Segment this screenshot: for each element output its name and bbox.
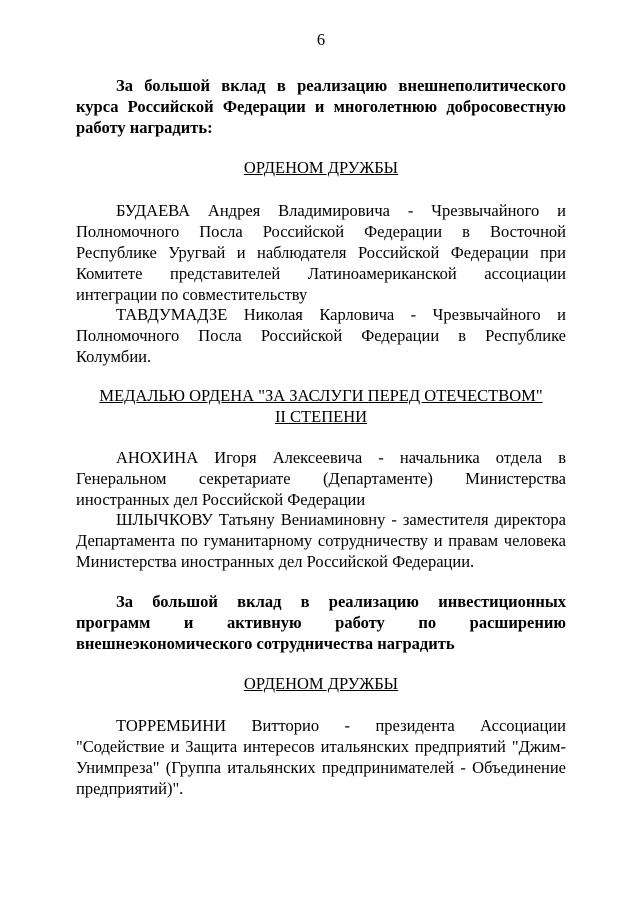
award2-heading-line1: МЕДАЛЬЮ ОРДЕНА "ЗА ЗАСЛУГИ ПЕРЕД ОТЕЧЕСТВОМ" bbox=[99, 386, 543, 405]
award2-recipient-2: ШЛЫЧКОВУ Татьяну Вениаминовну - заместителя директора Департамента по гуманитарному сотрудничеству и правам человека Министерства иностранных дел Российской Федерации. bbox=[76, 510, 566, 571]
section2-award-heading: ОРДЕНОМ ДРУЖБЫ bbox=[243, 674, 399, 693]
section2-recipient-1: ТОРРЕМБИНИ Витторио - президента Ассоциации "Содействие и Защита интересов итальянских предприятий "Джим-Унимпреза" (Группа итальянских предпринимателей - Объединение предприятий)". bbox=[76, 716, 566, 798]
award1-heading: ОРДЕНОМ ДРУЖБЫ bbox=[243, 158, 399, 177]
page-number: 6 bbox=[316, 30, 326, 49]
section1-intro: За большой вклад в реализацию внешнеполитического курса Российской Федерации и многолетнюю добросовестную работу наградить: bbox=[76, 76, 566, 137]
award2-recipient-1: АНОХИНА Игоря Алексеевича - начальника отдела в Генеральном секретариате (Департаменте) Министерства иностранных дел Российской Федерации bbox=[76, 448, 566, 509]
award1-recipient-2: ТАВДУМАДЗЕ Николая Карловича - Чрезвычайного и Полномочного Посла Российской Федерации в Республике Колумбии. bbox=[76, 305, 566, 366]
section2-intro: За большой вклад в реализацию инвестиционных программ и активную работу по расширению внешнеэкономического сотрудничества наградить bbox=[76, 592, 566, 653]
award2-heading-line2: II СТЕПЕНИ bbox=[274, 407, 368, 426]
award1-recipient-1: БУДАЕВА Андрея Владимировича - Чрезвычайного и Полномочного Посла Российской Федерации в Восточной Республике Уругвай и наблюдателя Российской Федерации при Комитете представителей Латиноамериканской ассоциации интеграции по совместительству bbox=[76, 201, 566, 304]
